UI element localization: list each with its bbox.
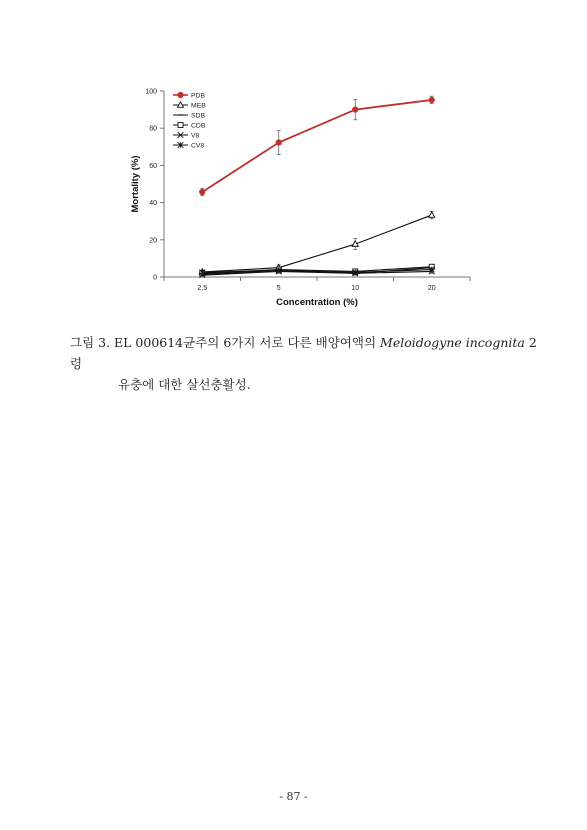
y-tick-label: 20: [149, 237, 157, 245]
x-axis-label: Concentration (%): [276, 297, 358, 308]
caption-prefix: 그림 3. EL 000614균주의 6가지 서로 다른 배양여액의: [70, 335, 381, 350]
legend-item-cv8: [173, 142, 204, 149]
legend-item-pdb: [173, 92, 205, 99]
x-tick-label: 5: [276, 285, 281, 292]
x-tick-label: 2.5: [197, 285, 208, 292]
legend-item-sdb: [173, 113, 205, 120]
legend-label: CV8: [191, 142, 205, 150]
y-tick-label: 80: [149, 125, 157, 133]
legend-item-v8: [173, 132, 200, 139]
x-tick-label: 10: [351, 285, 360, 292]
legend-item-cdb: [173, 123, 206, 130]
series-pdb: [200, 96, 435, 196]
data-point-meb: [429, 212, 435, 218]
data-point-pdb: [276, 140, 281, 145]
y-tick-label: 100: [145, 88, 157, 96]
y-tick-label: 40: [149, 200, 157, 208]
data-point-pdb: [429, 97, 434, 102]
chart-series-layer: [199, 96, 435, 278]
series-line-meb: [202, 215, 432, 272]
figure-caption: [70, 332, 540, 395]
data-point-pdb: [200, 189, 205, 194]
legend-marker: [178, 92, 183, 97]
legend-marker: [178, 123, 183, 128]
page-number: - 87 -: [279, 790, 308, 803]
series-line-pdb: [202, 100, 432, 192]
legend-item-meb: [173, 102, 206, 110]
data-point-pdb: [353, 107, 358, 112]
chart-legend: [173, 92, 206, 149]
legend-label: SDB: [191, 112, 205, 120]
x-tick-label: 20: [427, 285, 436, 292]
y-axis-label: Mortality (%): [130, 155, 141, 213]
series-meb: [199, 211, 435, 274]
caption-suffix: 2령: [70, 335, 537, 371]
legend-label: PDB: [191, 92, 205, 100]
legend-label: CDB: [191, 122, 206, 130]
y-tick-label: 60: [149, 162, 157, 170]
legend-label: V8: [191, 132, 200, 140]
caption-species: Meloidogyne incognita: [380, 335, 525, 350]
y-tick-label: 0: [153, 274, 157, 282]
caption-line-2: 유충에 대한 살선충활성.: [118, 377, 251, 392]
mortality-chart: [0, 0, 587, 330]
legend-label: MEB: [191, 102, 206, 110]
